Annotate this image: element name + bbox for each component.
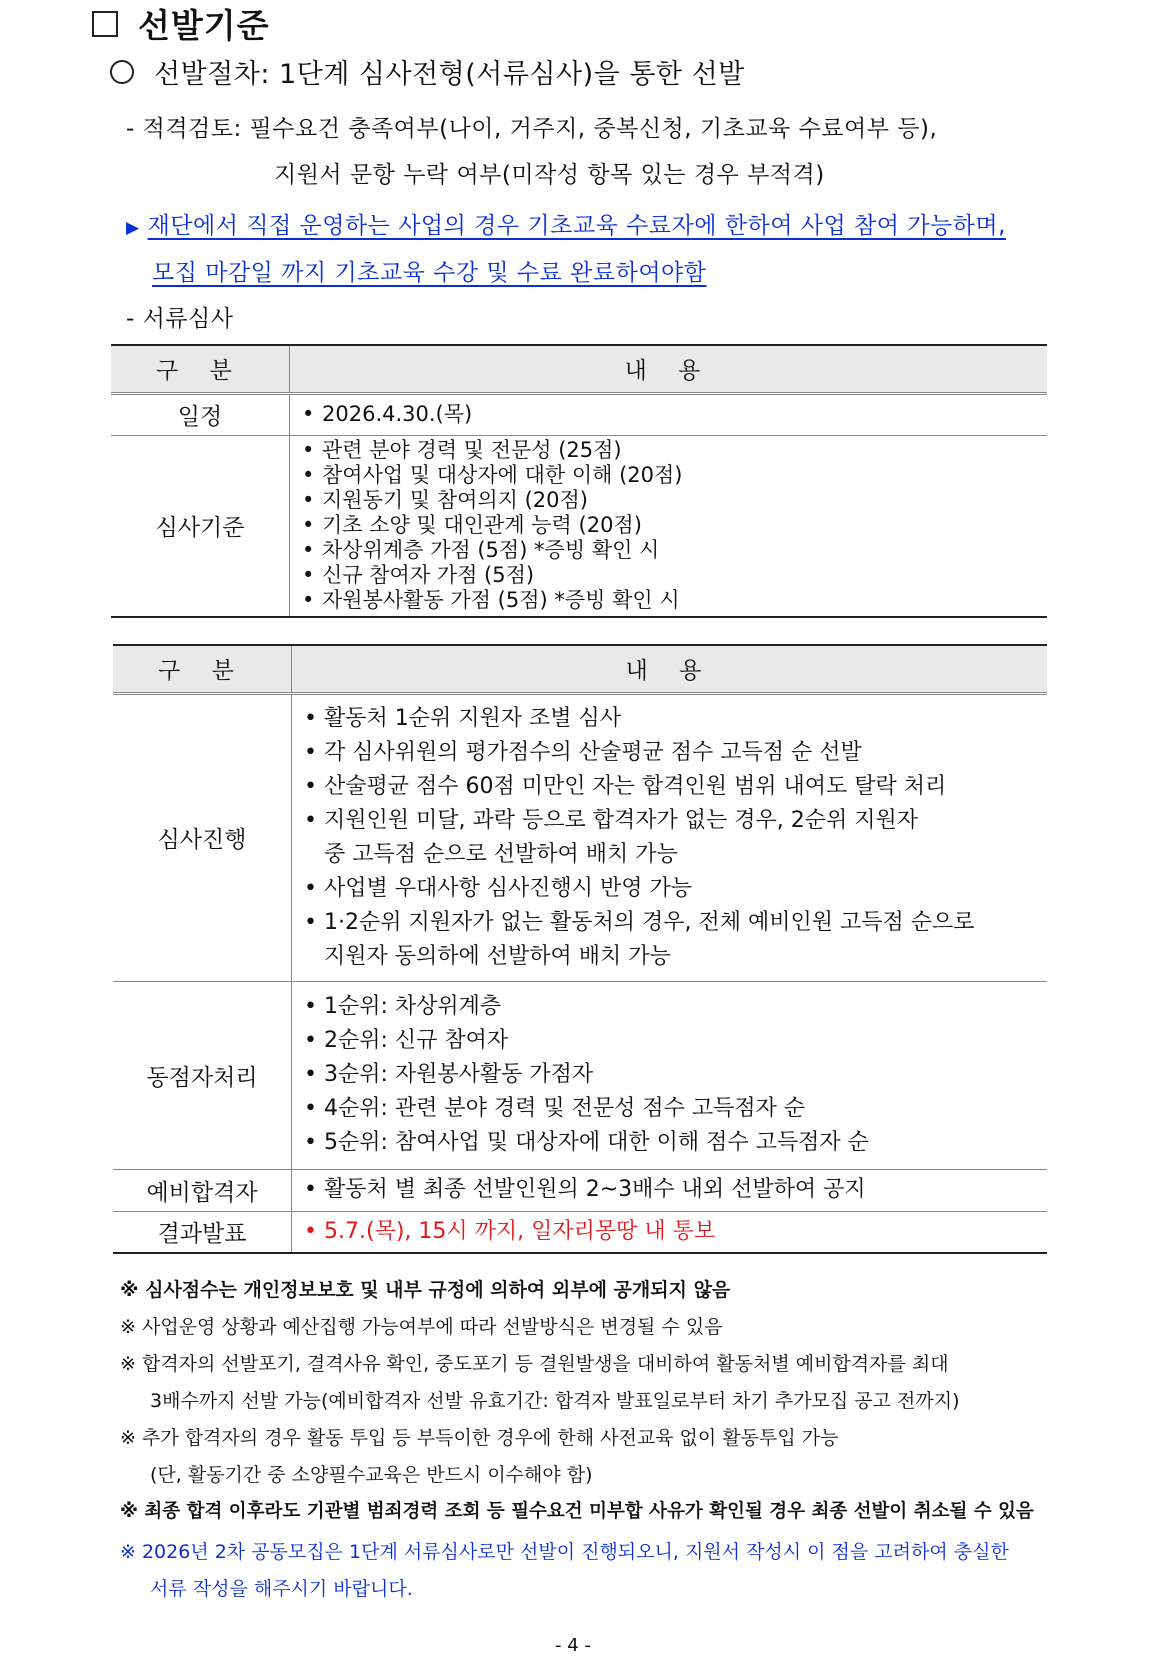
list-item: 신규 참여자 가점 (5점): [322, 563, 535, 588]
list-item: 관련 분야 경력 및 전문성 (25점): [322, 438, 622, 463]
list-item: 참여사업 및 대상자에 대한 이해 (20점): [322, 463, 683, 488]
header-content: 내 용: [290, 345, 1048, 393]
note-line-blue-continuation: 서류 작성을 해주시기 바랍니다.: [150, 1578, 413, 1600]
triangle-marker-icon: ▶: [126, 218, 140, 238]
header-category: 구 분: [111, 345, 290, 393]
table-row: [113, 693, 1047, 981]
list-item: 활동처 별 최종 선발인원의 2~3배수 내외 선발하여 공지: [324, 1177, 866, 1202]
list-item: 자원봉사활동 가점 (5점) *증빙 확인 시: [322, 588, 680, 613]
checkbox-square-icon: [92, 11, 118, 37]
header-content: 내 용: [292, 645, 1048, 693]
table-row: [113, 1211, 1047, 1253]
schedule-criteria-table: [111, 344, 1047, 618]
row-content-reserve: • 활동처 별 최종 선발인원의 2~3배수 내외 선발하여 공지: [292, 1169, 1048, 1211]
table-row: [113, 981, 1047, 1169]
list-item: 지원인원 미달, 과락 등으로 합격자가 없는 경우, 2순위 지원자: [324, 807, 918, 833]
row-label-review: 심사진행: [113, 693, 292, 981]
page-number: - 4 -: [555, 1635, 591, 1656]
list-item: 기초 소양 및 대인관계 능력 (20점): [322, 513, 642, 538]
header-category: 구 분: [113, 645, 292, 693]
row-content-criteria: • 관련 분야 경력 및 전문성 (25점) • 참여사업 및 대상자에 대한 이해 (20점) • 지원동기 및 참여의지 (20점) • 기초 소양 및 대인관계 능력 (20점) • 차상위계층 가점 (5점) *증빙 확인 시 • 신규 참여자 가점 (5점) • 자원봉사활동 가점 (5점) *증빙 확인 시: [302, 438, 683, 613]
eligibility-line-1: - 적격검토: 필수요건 충족여부(나이, 거주지, 중복신청, 기초교육 수료여부 등),: [126, 116, 938, 142]
table-header-row: [113, 645, 1047, 693]
note-line-continuation: (단, 활동기간 중 소양필수교육은 반드시 이수해야 함): [150, 1464, 593, 1486]
list-item-continuation: 지원자 동의하에 선발하여 배치 가능: [324, 943, 671, 969]
list-item: 각 심사위원의 평가점수의 산술평균 점수 고득점 순 선발: [324, 739, 862, 765]
row-label-schedule: 일정: [111, 393, 290, 435]
note-line: ※ 심사점수는 개인정보보호 및 내부 규정에 의하여 외부에 공개되지 않음: [120, 1279, 731, 1301]
eligibility-line-2: 지원서 문항 누락 여부(미작성 항목 있는 경우 부적격): [274, 162, 825, 188]
list-item: 산술평균 점수 60점 미만인 자는 합격인원 범위 내여도 탈락 처리: [324, 773, 947, 799]
row-label-criteria: 심사기준: [111, 435, 290, 617]
doc-review-label: - 서류심사: [126, 306, 234, 332]
note-line: ※ 추가 합격자의 경우 활동 투입 등 부득이한 경우에 한해 사전교육 없이 활동투입 가능: [120, 1427, 839, 1449]
list-item: 2순위: 신규 참여자: [324, 1028, 509, 1053]
list-item: 지원동기 및 참여의지 (20점): [322, 488, 588, 513]
row-content-result: • 5.7.(목), 15시 까지, 일자리몽땅 내 통보: [292, 1211, 1048, 1253]
list-item: 1순위: 차상위계층: [324, 994, 502, 1019]
blue-notice-text-2: 모집 마감일 까지 기초교육 수강 및 수료 완료하여야함: [152, 260, 707, 286]
note-line: ※ 사업운영 상황과 예산집행 가능여부에 따라 선발방식은 변경될 수 있음: [120, 1316, 723, 1338]
row-label-reserve: 예비합격자: [113, 1169, 292, 1211]
list-item: 1·2순위 지원자가 없는 활동처의 경우, 전체 예비인원 고득점 순으로: [324, 909, 975, 935]
table-row: [111, 435, 1047, 617]
section-heading-text: 선발기준: [138, 6, 270, 45]
list-item-continuation: 중 고득점 순으로 선발하여 배치 가능: [324, 841, 678, 867]
blue-notice-line-1: [126, 207, 1006, 240]
section-heading: [92, 0, 270, 47]
list-item: 5순위: 참여사업 및 대상자에 대한 이해 점수 고득점자 순: [324, 1130, 869, 1155]
sub-heading-text: 선발절차: 1단계 심사전형(서류심사)을 통한 선발: [154, 59, 745, 90]
review-process-table: [113, 644, 1047, 1254]
circle-bullet-icon: [110, 60, 134, 84]
table-row: [111, 393, 1047, 435]
table-row: [113, 1169, 1047, 1211]
table-header-row: [111, 345, 1047, 393]
row-label-tie: 동점자처리: [113, 981, 292, 1169]
note-line: ※ 최종 합격 이후라도 기관별 범죄경력 조회 등 필수요건 미부합 사유가 확인될 경우 최종 선발이 취소될 수 있음: [120, 1501, 1034, 1522]
blue-notice-text-1: 재단에서 직접 운영하는 사업의 경우 기초교육 수료자에 한하여 사업 참여 가능하며,: [147, 213, 1006, 239]
list-item: 4순위: 관련 분야 경력 및 전문성 점수 고득점자 순: [324, 1096, 806, 1121]
sub-heading: [110, 52, 745, 91]
row-content-tie: • 1순위: 차상위계층 • 2순위: 신규 참여자 • 3순위: 자원봉사활동 가점자 • 4순위: 관련 분야 경력 및 전문성 점수 고득점자 순 • 5순위: 참여사업 및 대상자에 대한 이해 점수 고득점자 순: [292, 981, 1048, 1169]
schedule-date: 2026.4.30.(목): [322, 402, 473, 426]
note-line-continuation: 3배수까지 선발 가능(예비합격자 선발 유효기간: 합격자 발표일로부터 차기 추가모집 공고 전까지): [150, 1390, 960, 1412]
list-item: 3순위: 자원봉사활동 가점자: [324, 1062, 594, 1087]
result-announcement: 5.7.(목), 15시 까지, 일자리몽땅 내 통보: [324, 1218, 716, 1244]
list-item: 활동처 1순위 지원자 조별 심사: [324, 705, 621, 731]
row-label-result: 결과발표: [113, 1211, 292, 1253]
row-content-review: • 활동처 1순위 지원자 조별 심사 • 각 심사위원의 평가점수의 산술평균 점수 고득점 순 선발 • 산술평균 점수 60점 미만인 자는 합격인원 범위 내여도 탈락 처리 • 지원인원 미달, 과락 등으로 합격자가 없는 경우, 2순위 지원자 중 고득점 순으로 선발하여 배치 가능 • 사업별 우대사항 심사진행시 반영 가능 • 1·2순위 지원자가 없는 활동처의 경우, 전체 예비인원 고득점 순으로 지원자 동의하에 선발하여 배치 가능: [292, 693, 1048, 981]
row-content-schedule: • 2026.4.30.(목): [302, 402, 473, 426]
blue-notice-line-2: [152, 254, 706, 287]
list-item: 사업별 우대사항 심사진행시 반영 가능: [324, 875, 693, 901]
note-line-blue: ※ 2026년 2차 공동모집은 1단계 서류심사로만 선발이 진행되오니, 지원서 작성시 이 점을 고려하여 충실한: [120, 1541, 1009, 1563]
list-item: 차상위계층 가점 (5점) *증빙 확인 시: [322, 538, 660, 563]
note-line: ※ 합격자의 선발포기, 결격사유 확인, 중도포기 등 결원발생을 대비하여 활동처별 예비합격자를 최대: [120, 1353, 949, 1375]
